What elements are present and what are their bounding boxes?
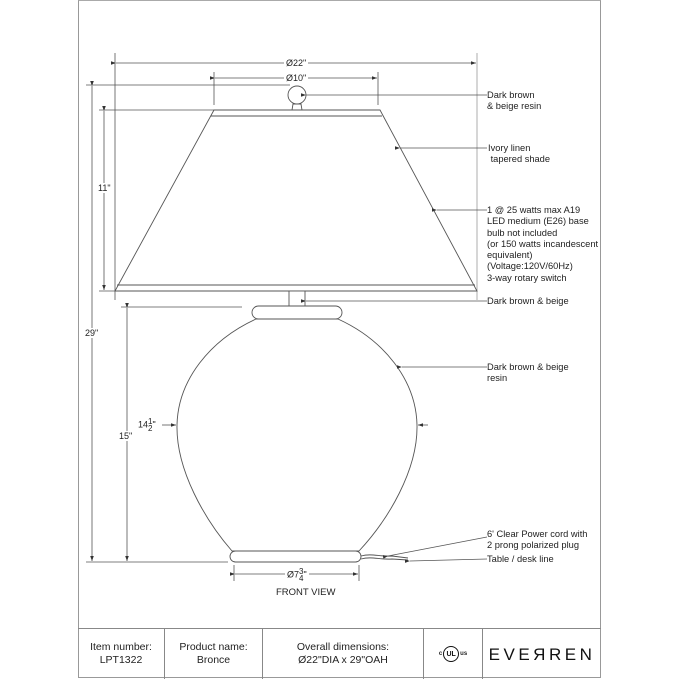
frac-den: 2: [148, 424, 153, 433]
view-label: FRONT VIEW: [276, 587, 336, 598]
lamp-foot: [230, 551, 361, 562]
finial-neck: [292, 104, 302, 110]
callout-neck: Dark brown & beige: [487, 296, 569, 306]
dim-foot-label: Ø7 3 4 ": [287, 567, 307, 583]
dim-finial-label: Ø10": [286, 73, 307, 83]
frac-num: 3: [299, 567, 304, 576]
overall-dimensions-label: Overall dimensions:: [296, 641, 390, 653]
brand-logo: EVEЯREN: [488, 644, 596, 664]
cert-cell: [424, 629, 483, 679]
frac-num: 1: [148, 417, 153, 426]
brand-cell: [483, 629, 601, 679]
callout-finial: Dark brown & beige resin: [487, 90, 542, 112]
cert-c: c: [438, 650, 443, 657]
cert-us: us: [460, 650, 468, 657]
title-block: [78, 628, 601, 679]
dim-shade-height-label: 11": [98, 183, 111, 193]
dim-base-height-label: 15": [119, 431, 133, 441]
dim-body-width-label: 14 1 2 ": [138, 417, 156, 433]
dim-foot-whole: Ø7: [287, 569, 300, 580]
lampshade: [115, 110, 477, 291]
dim-body-width-fraction: [148, 418, 152, 432]
callout-cord: 6' Clear Power cord with 2 prong polarized plug: [487, 529, 588, 551]
dim-shade-dia-label: Ø22": [286, 58, 307, 68]
item-number-cell: [78, 629, 165, 679]
lamp-neck: [289, 291, 305, 306]
dim-foot-fraction: [299, 568, 303, 582]
callout-body: Dark brown & beige resin: [487, 362, 569, 384]
callout-shade: Ivory linen tapered shade: [488, 143, 551, 165]
item-number-value: LPT1322: [99, 654, 143, 666]
overall-dimensions-cell: [263, 629, 424, 679]
power-cord: [361, 555, 408, 560]
dim-overall-label: 29": [85, 328, 99, 338]
callout-bulb: 1 @ 25 watts max A19 LED medium (E26) base bulb not included (or 150 watts incandescent equivalent) (Voltage:120V/60Hz) 3-way rotary switch: [487, 205, 599, 283]
finial-ball: [288, 86, 306, 104]
frac-den: 4: [299, 574, 304, 583]
product-name-value: Bronce: [196, 654, 231, 666]
product-name-cell: [165, 629, 263, 679]
overall-dimensions-value: Ø22"DIA x 29"OAH: [298, 654, 388, 666]
lamp-body: [177, 319, 417, 551]
dim-body-width-whole: 14: [138, 419, 149, 430]
lamp-cap: [252, 306, 342, 319]
leader-cord: [388, 537, 487, 556]
product-name-label: Product name:: [179, 641, 248, 653]
leader-table: [410, 559, 487, 561]
item-number-label: Item number:: [90, 641, 152, 653]
callout-table: Table / desk line: [487, 554, 554, 564]
ul-mark-icon: UL: [443, 646, 459, 662]
